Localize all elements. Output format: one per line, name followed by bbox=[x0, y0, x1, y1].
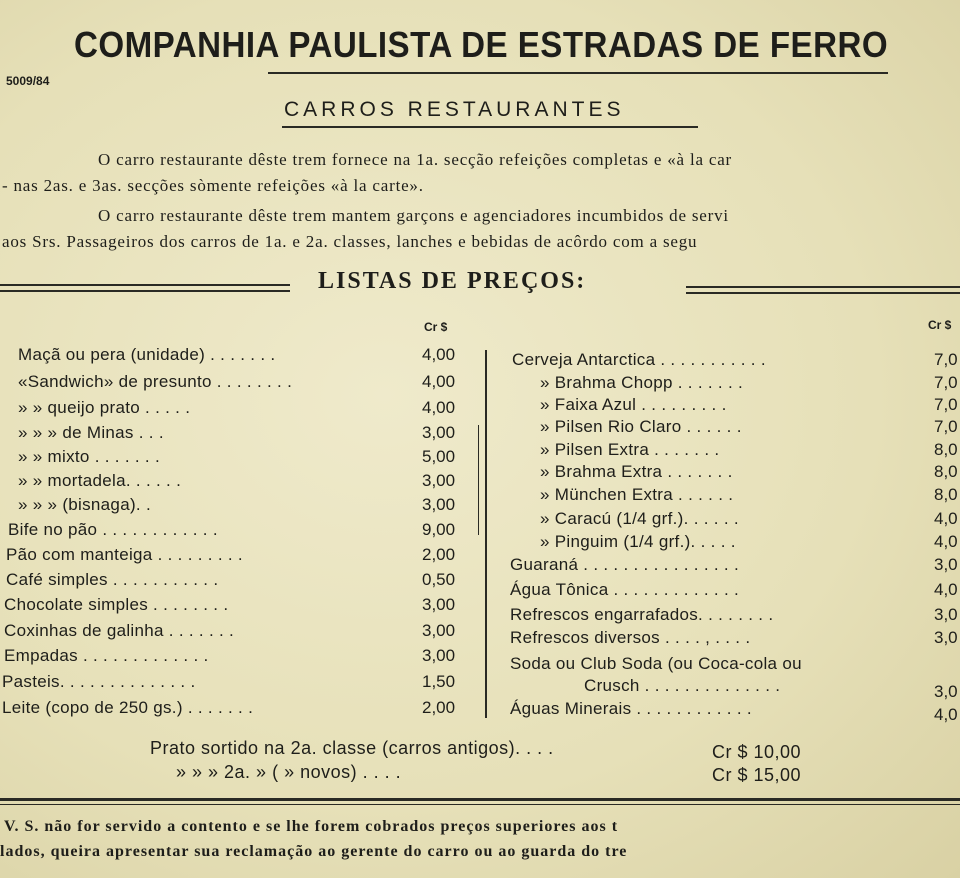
menu-item-price: 4,0 bbox=[934, 705, 958, 724]
footer-line-2: lados, queira apresentar sua reclamação ao gerente do carro ou ao guarda do tre bbox=[0, 843, 628, 860]
menu-item-price: 5,00 bbox=[422, 447, 456, 466]
menu-item-name: Pasteis. . . . . . . . . . . . . . bbox=[2, 672, 196, 691]
menu-item-price: 3,00 bbox=[422, 423, 456, 442]
menu-item-name: » » » (bisnaga). . bbox=[18, 495, 151, 514]
footer-line-1: V. S. não for servido a contento e se lhe forem cobrados preços superiores aos t bbox=[4, 818, 619, 835]
intro-line-2: - nas 2as. e 3as. secções sòmente refeições «à la carte». bbox=[2, 176, 424, 195]
column-divider bbox=[485, 350, 487, 718]
menu-item-price: 4,00 bbox=[422, 345, 456, 364]
menu-item-name: Café simples . . . . . . . . . . . bbox=[6, 570, 219, 589]
menu-item-name: Chocolate simples . . . . . . . . bbox=[4, 595, 229, 614]
currency-label-right: Cr $ bbox=[928, 318, 952, 332]
menu-item-name: » » » de Minas . . . bbox=[18, 423, 164, 442]
menu-item-name: Pão com manteiga . . . . . . . . . bbox=[6, 545, 243, 564]
menu-item-name: » Brahma Chopp . . . . . . . bbox=[540, 373, 744, 392]
menu-item-price: 9,00 bbox=[422, 520, 456, 539]
currency-label-left: Cr $ bbox=[424, 320, 448, 334]
menu-item-price: 1,50 bbox=[422, 672, 456, 691]
menu-item-name: » Pilsen Rio Claro . . . . . . bbox=[540, 417, 742, 436]
menu-item-name: » München Extra . . . . . . bbox=[540, 485, 734, 504]
menu-item-price: 7,0 bbox=[934, 373, 958, 392]
menu-item-name: Coxinhas de galinha . . . . . . . bbox=[4, 621, 235, 640]
menu-item-price: 3,0 bbox=[934, 605, 958, 624]
subtitle-underline bbox=[282, 126, 698, 128]
column-divider-inner bbox=[478, 425, 479, 535]
menu-item-name: Guaraná . . . . . . . . . . . . . . . . bbox=[510, 555, 739, 574]
menu-item-name: Refrescos engarrafados. . . . . . . . bbox=[510, 605, 774, 624]
menu-item-price: 3,00 bbox=[422, 495, 456, 514]
menu-item-name: » Pinguim (1/4 grf.). . . . . bbox=[540, 532, 736, 551]
menu-item-price: 8,0 bbox=[934, 440, 958, 459]
document-code: 5009/84 bbox=[6, 74, 50, 88]
prato-price-1: Cr $ 10,00 bbox=[712, 742, 802, 762]
menu-item-price: 3,00 bbox=[422, 471, 456, 490]
menu-item-price: 4,0 bbox=[934, 509, 958, 528]
footer-rule-2 bbox=[0, 804, 960, 805]
menu-item-name: Maçã ou pera (unidade) . . . . . . . bbox=[18, 345, 276, 364]
menu-item-name: Cerveja Antarctica . . . . . . . . . . . bbox=[512, 350, 766, 369]
intro-line-4: aos Srs. Passageiros dos carros de 1a. e 2a. classes, lanches e bebidas de acôrdo com a segu bbox=[2, 232, 698, 251]
title-underline bbox=[268, 72, 888, 74]
menu-item-price: 7,0 bbox=[934, 395, 958, 414]
menu-item-name: Refrescos diversos . . . . , . . . . bbox=[510, 628, 751, 647]
menu-item-price: 3,00 bbox=[422, 595, 456, 614]
menu-item-name: Águas Minerais . . . . . . . . . . . . bbox=[510, 699, 752, 718]
menu-item-name: Empadas . . . . . . . . . . . . . bbox=[4, 646, 209, 665]
menu-item-name: » » queijo prato . . . . . bbox=[18, 398, 191, 417]
menu-item-price: 3,0 bbox=[934, 628, 958, 647]
heading-rule-left bbox=[0, 284, 290, 286]
menu-item-price: 4,0 bbox=[934, 532, 958, 551]
menu-item-price: 3,0 bbox=[934, 555, 958, 574]
menu-item-price: 3,00 bbox=[422, 646, 456, 665]
intro-line-1: O carro restaurante dêste trem fornece na 1a. secção refeições completas e «à la car bbox=[98, 150, 733, 169]
menu-item-name: » Faixa Azul . . . . . . . . . bbox=[540, 395, 727, 414]
menu-item-name: Leite (copo de 250 gs.) . . . . . . . bbox=[2, 698, 254, 717]
menu-item-price: 7,0 bbox=[934, 417, 958, 436]
menu-item-price: 0,50 bbox=[422, 570, 456, 589]
prato-line-2: » » » 2a. » ( » novos) . . . . bbox=[176, 762, 402, 782]
menu-item-name: » Pilsen Extra . . . . . . . bbox=[540, 440, 720, 459]
page-title: COMPANHIA PAULISTA DE ESTRADAS DE FERRO bbox=[74, 24, 889, 65]
menu-item-price: 4,0 bbox=[934, 580, 958, 599]
menu-item-name: » » mortadela. . . . . . bbox=[18, 471, 182, 490]
intro-line-3: O carro restaurante dêste trem mantem garçons e agenciadores incumbidos de servi bbox=[98, 206, 729, 225]
menu-item-name: » » mixto . . . . . . . bbox=[18, 447, 160, 466]
menu-item-name: Água Tônica . . . . . . . . . . . . . bbox=[510, 580, 740, 599]
menu-item-price: 8,0 bbox=[934, 485, 958, 504]
prato-price-2: Cr $ 15,00 bbox=[712, 765, 802, 785]
menu-item-price: 3,00 bbox=[422, 621, 456, 640]
page-subtitle: CARROS RESTAURANTES bbox=[284, 98, 625, 121]
menu-item-name: Bife no pão . . . . . . . . . . . . bbox=[8, 520, 218, 539]
menu-item-name: Crusch . . . . . . . . . . . . . . bbox=[584, 676, 781, 695]
price-list-heading: LISTAS DE PREÇOS: bbox=[318, 268, 587, 294]
menu-item-price: 4,00 bbox=[422, 372, 456, 391]
footer-rule bbox=[0, 798, 960, 801]
heading-rule-left-2 bbox=[0, 290, 290, 292]
menu-item-price: 8,0 bbox=[934, 462, 958, 481]
menu-item-name: Soda ou Club Soda (ou Coca-cola ou bbox=[510, 654, 802, 673]
menu-item-name: » Caracú (1/4 grf.). . . . . . bbox=[540, 509, 739, 528]
menu-item-price: 7,0 bbox=[934, 350, 958, 369]
prato-line-1: Prato sortido na 2a. classe (carros antigos). . . . bbox=[150, 738, 554, 758]
heading-rule-right-2 bbox=[686, 292, 960, 294]
menu-item-name: » Brahma Extra . . . . . . . bbox=[540, 462, 733, 481]
menu-item-price: 2,00 bbox=[422, 698, 456, 717]
menu-item-price: 2,00 bbox=[422, 545, 456, 564]
menu-item-price: 3,0 bbox=[934, 682, 958, 701]
menu-item-price: 4,00 bbox=[422, 398, 456, 417]
heading-rule-right bbox=[686, 286, 960, 288]
menu-item-name: «Sandwich» de presunto . . . . . . . . bbox=[18, 372, 293, 391]
